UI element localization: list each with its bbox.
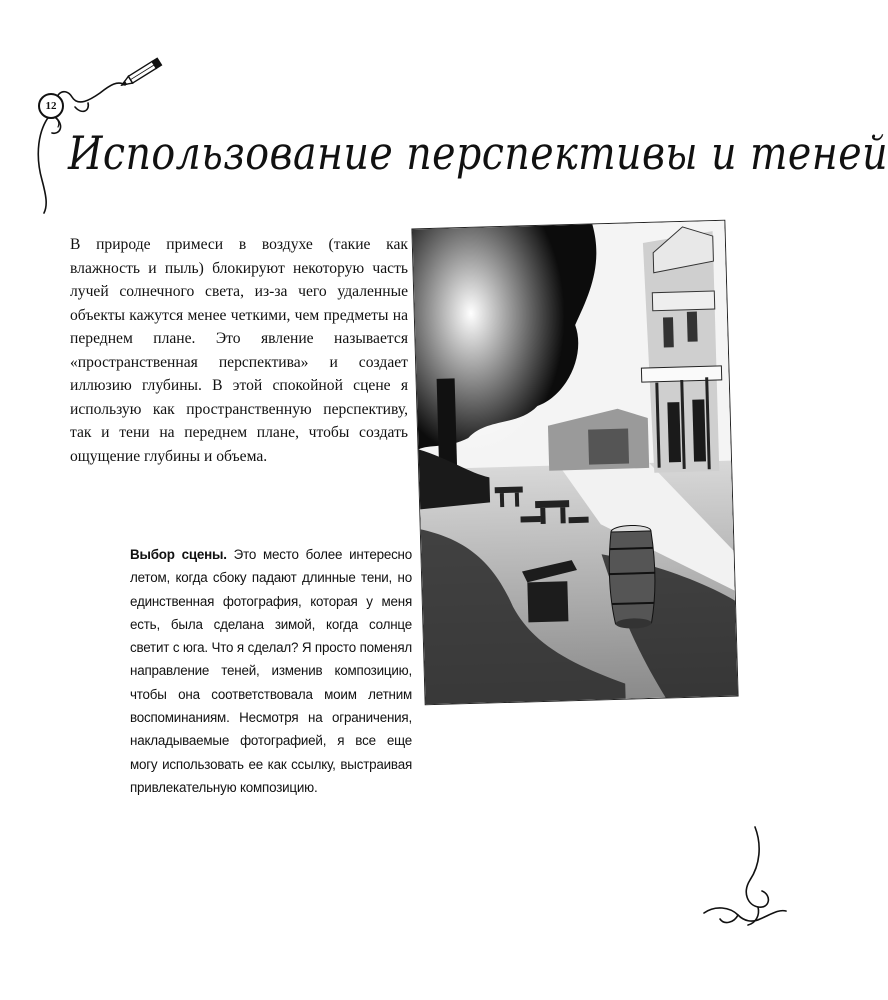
caption-text: Это место более интересно летом, когда сбоку падают длинные тени, но единственная фотография, которая у меня есть, была сделана зимой, когда солнце светит с юга. Что я сделал? Я просто поменял направление теней, изменив композицию, чтобы она соответствовала моим летним воспоминаниям. Несмотря на ограничения, накладываемые фотографией, я все еще могу использовать ее как ссылку, выстраивая привлекательную композицию. <box>130 547 413 795</box>
intro-paragraph: В природе примеси в воздухе (такие как влажность и пыль) блокируют некоторую часть лучей солнечного света, из-за чего удаленные объекты кажутся менее четкими, чем предметы на переднем плане. Это явление называется «пространственная перспектива» и создает иллюзию глубины. В этой спокойной сцене я использую как пространственную перспективу, так и тени на переднем плане, чтобы создать ощущение глубины и объема. <box>70 236 408 465</box>
caption-lead: Выбор сцены. <box>130 547 227 562</box>
flourish-icon <box>700 825 790 930</box>
street-scene-photo <box>412 221 737 705</box>
photo-caption <box>130 543 412 799</box>
page-title: Использование перспективы и теней <box>68 126 888 180</box>
page-number: 12 <box>38 93 64 119</box>
